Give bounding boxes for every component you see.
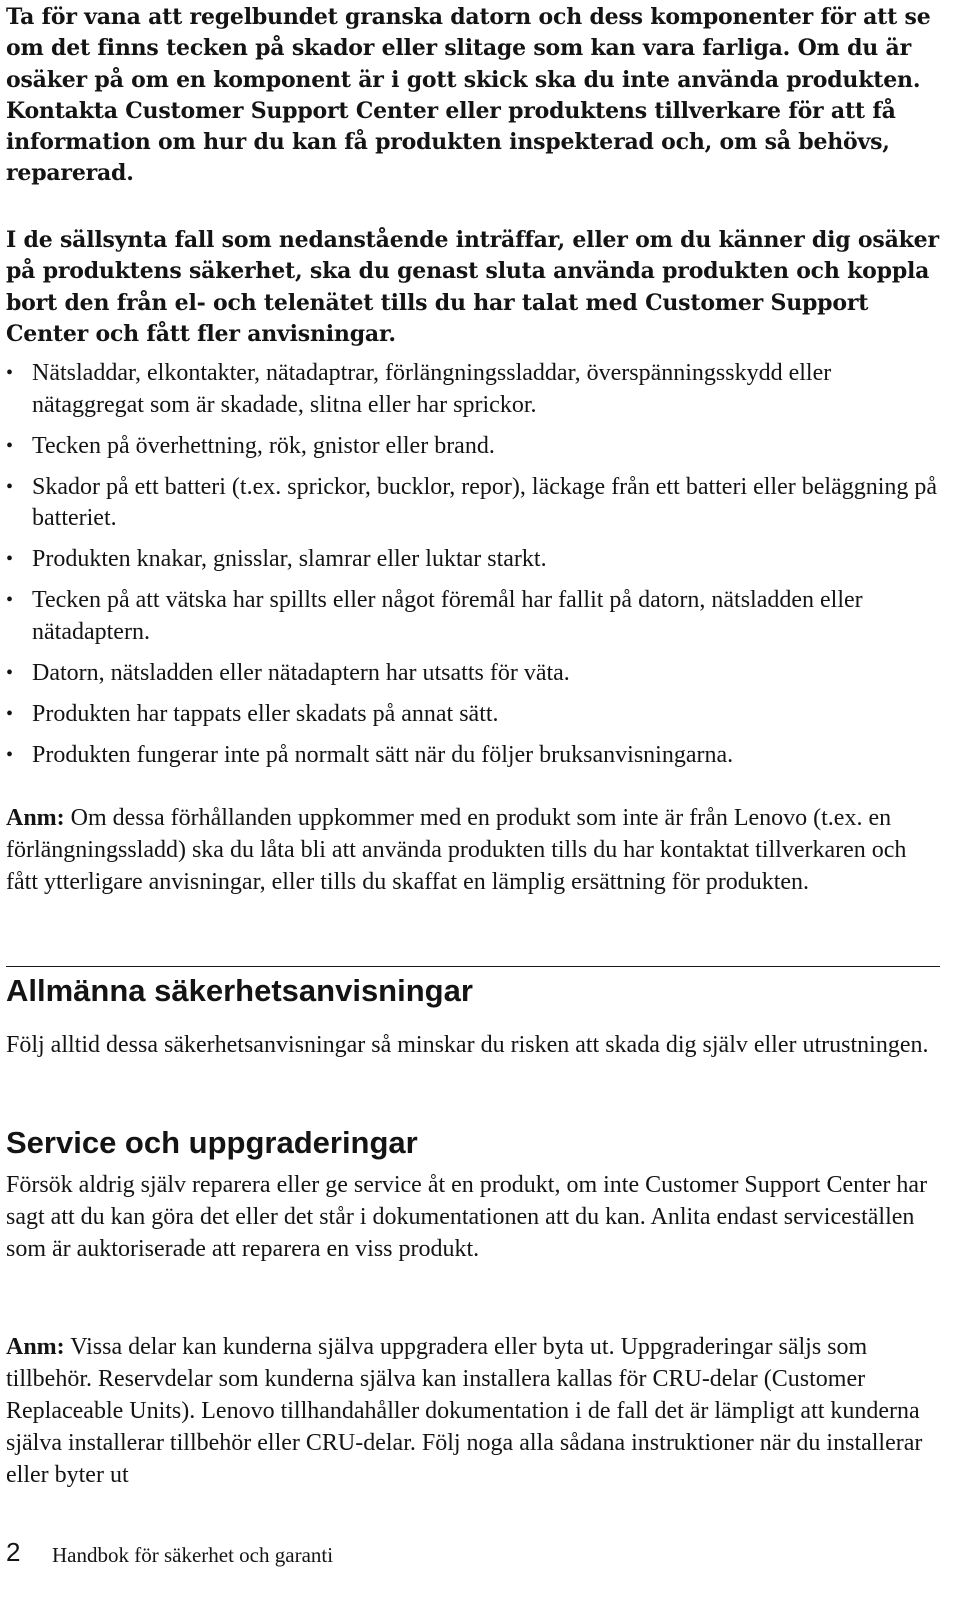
list-item: • Datorn, nätsladden eller nätadaptern har utsatts för väta. xyxy=(6,658,940,690)
note-paragraph xyxy=(6,802,940,898)
stop-using-paragraph: I de sällsynta fall som nedanstående inträffar, eller om du känner dig osäker på produktens säkerhet, ska du genast sluta använda produkten och koppla bort den från el- och telenätet tills du har talat med Customer Support Center och fått fler anvisningar. xyxy=(6,227,939,347)
note-text: Vissa delar kan kunderna själva uppgradera eller byta ut. Uppgraderingar säljs som tillbehör. Reservdelar som kunderna själva kan installera kallas för CRU-delar (Customer Replaceable Units). Lenovo tillhandahåller dokumentation i de fall det är lämpligt att kunderna själva installerar tillbehör eller CRU-delar. Följ noga alla sådana instruktioner när du installerar eller byter ut xyxy=(6,1334,923,1488)
list-item: • Produkten knakar, gnisslar, slamrar eller luktar starkt. xyxy=(6,544,940,576)
note-label: Anm: xyxy=(6,1334,65,1360)
note-text: Om dessa förhållanden uppkommer med en produkt som inte är från Lenovo (t.ex. en förlängningssladd) ska du låta bli att använda produkten tills du har kontaktat tillverkaren och fått ytterligare anvisningar, eller tills du skaffat en lämplig ersättning för produkten. xyxy=(6,805,907,895)
list-item: • Tecken på att vätska har spillts eller något föremål har fallit på datorn, nätsladden eller nätadaptern. xyxy=(6,585,940,648)
list-item: • Produkten har tappats eller skadats på annat sätt. xyxy=(6,699,940,731)
inspection-paragraph: Ta för vana att regelbundet granska datorn och dess komponenter för att se om det finns tecken på skador eller slitage som kan vara farliga. Om du är osäker på om en komponent är i gott skick ska du inte använda produkten. Kontakta Customer Support Center eller produktens tillverkare för att få information om hur du kan få produkten inspekterad och, om så behövs, reparerad. xyxy=(6,4,931,187)
page-footer xyxy=(6,1536,940,1576)
list-item: • Nätsladdar, elkontakter, nätadaptrar, förlängningssladdar, överspänningsskydd eller nätaggregat som är skadade, slitna eller har sprickor. xyxy=(6,358,940,421)
page-number: 2 xyxy=(6,1537,21,1567)
section-divider xyxy=(6,966,940,967)
section-heading-general-safety: Allmänna säkerhetsanvisningar xyxy=(6,973,473,1008)
list-item: • Tecken på överhettning, rök, gnistor eller brand. xyxy=(6,431,940,463)
list-item: • Skador på ett batteri (t.ex. sprickor, bucklor, repor), läckage från ett batteri eller beläggning på batteriet. xyxy=(6,472,940,535)
note-label: Anm: xyxy=(6,805,65,831)
list-item: • Produkten fungerar inte på normalt sätt när du följer bruksanvisningarna. xyxy=(6,740,940,772)
general-safety-paragraph: Följ alltid dessa säkerhetsanvisningar så minskar du risken att skada dig själv eller utrustningen. xyxy=(6,1032,929,1058)
hazard-bullet-list xyxy=(6,358,940,781)
service-paragraph: Försök aldrig själv reparera eller ge service åt en produkt, om inte Customer Support Center har sagt att du kan göra det eller det står i dokumentationen att du kan. Anlita endast serviceställen som är auktoriserade att reparera en viss produkt. xyxy=(6,1172,928,1262)
section-heading-service: Service och uppgraderingar xyxy=(6,1125,418,1160)
document-title: Handbok för säkerhet och garanti xyxy=(52,1543,334,1567)
upgrade-note-paragraph xyxy=(6,1331,940,1491)
